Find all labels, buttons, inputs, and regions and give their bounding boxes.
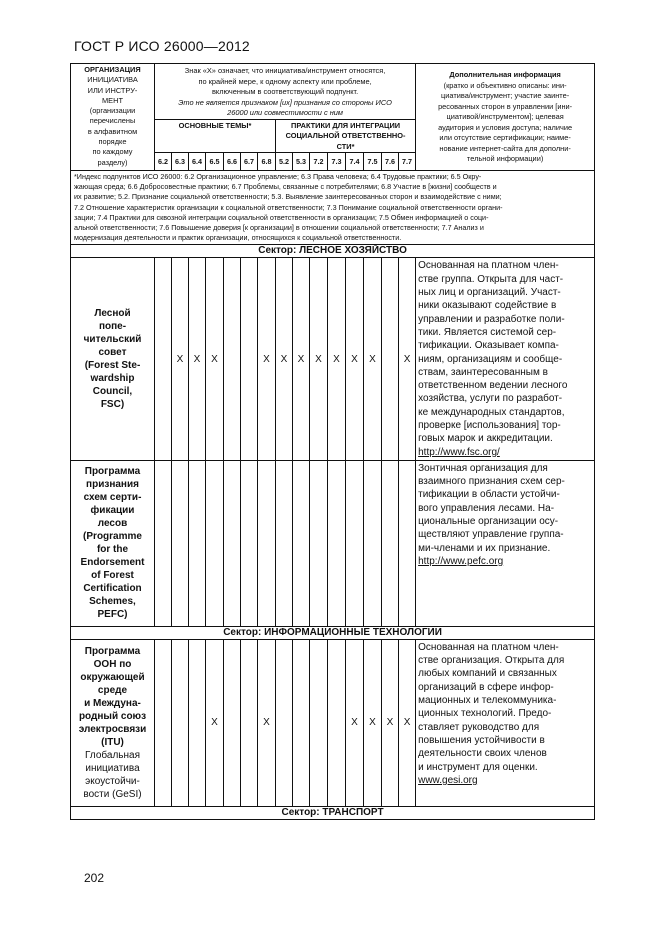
table-row xyxy=(71,258,595,460)
mark-cell xyxy=(241,639,258,806)
mark-cell: X xyxy=(276,258,293,460)
mark-cell xyxy=(241,258,258,460)
code-cell: 7.3 xyxy=(328,153,346,171)
website-link[interactable]: http://www.pefc.org xyxy=(418,555,504,567)
sector-title: Сектор: ТРАНСПОРТ xyxy=(71,806,595,819)
subclause-index-note: *Индекс подпунктов ИСО 26000: 6.2 Организационное управление; 6.3 Права человека; 6.4 Трудовые практики; 6.5 Окру- жающая среда; 6.6 Добросовестные практики; 6.7 Проблемы, связанные с потребителями; 6.8 Участие в [жизни] сообществ и их развитие; 5.2. Признание социальной ответственности; 5.3. Выявление заинтересованных сторон и взаимодействие с ними; 7.2 Отношение характеристик организации к социальной ответственности; 7.3 Понимание социальной ответственности органи- зации; 7.4 Практики для сквозной интеграции социальной ответственности в организации; 7.5 Обмен информацией о соци- альной ответственности; 7.6 Повышение доверия [к организации] в отношении социальной ответственности; 7.7 Анализ и модернизация деятельности и практик организации, относящихся к социальной ответственности. xyxy=(71,171,595,245)
mark-cell: X xyxy=(189,258,206,460)
code-cell: 6.8 xyxy=(258,153,276,171)
website-link[interactable]: http://www.fsc.org/ xyxy=(418,446,500,458)
mark-cell xyxy=(328,460,346,626)
additional-info-header: Дополнительная информация (кратко и объективно описаны: ини- циатива/инструмент; участие заинте- ресованных сторон в управлении [ини- циативой/инструментом]; целевая аудитория и условия доступа; наличие или отсутствие сертификации; наиме- нование интернет-сайта для дополни- тельной информации) xyxy=(416,64,595,171)
mark-cell: X xyxy=(206,639,224,806)
mark-cell xyxy=(189,460,206,626)
sector-row xyxy=(71,626,595,639)
marking-note: Знак «Х» означает, что инициатива/инструмент относятся, по крайней мере, к одному аспекту или проблеме, включенным в соответствующий подпункт. Это не является признаком [их] признания со стороны ИСО 26000 или совместимости с ним xyxy=(155,64,416,120)
sector-title: Сектор: ЛЕСНОЕ ХОЗЯЙСТВО xyxy=(71,245,595,258)
code-cell: 7.2 xyxy=(310,153,328,171)
mark-cell xyxy=(310,639,328,806)
mark-cell: X xyxy=(399,258,416,460)
mark-cell xyxy=(224,460,241,626)
mark-cell xyxy=(382,460,399,626)
mark-cell: X xyxy=(364,639,382,806)
organization-name: Программа признания схем серти- фикации лесов (Programme for the Endorsement of Forest Certification Schemes, PEFC) xyxy=(71,460,155,626)
mark-cell xyxy=(189,639,206,806)
organization-name: Программа ООН по окружающей среде и Междуна- родный союз электросвязи (ITU) Глобальная инициатива экоустойчи- вости (GeSI) xyxy=(71,639,155,806)
code-cell: 6.3 xyxy=(172,153,189,171)
mark-cell xyxy=(399,460,416,626)
mark-cell: X xyxy=(310,258,328,460)
mark-cell xyxy=(328,639,346,806)
code-cell: 6.5 xyxy=(206,153,224,171)
mark-cell xyxy=(224,258,241,460)
code-cell: 7.6 xyxy=(382,153,399,171)
mark-cell xyxy=(293,460,310,626)
mark-cell: X xyxy=(258,639,276,806)
code-cell: 7.5 xyxy=(364,153,382,171)
mark-cell xyxy=(276,460,293,626)
mark-cell xyxy=(241,460,258,626)
mark-cell xyxy=(155,258,172,460)
core-subjects-header: ОСНОВНЫЕ ТЕМЫ* xyxy=(155,119,276,153)
mark-cell xyxy=(293,639,310,806)
table-row xyxy=(71,460,595,626)
mark-cell xyxy=(155,460,172,626)
mark-cell xyxy=(206,460,224,626)
mark-cell: X xyxy=(328,258,346,460)
header-row xyxy=(71,64,595,120)
description-cell: Зонтичная организация для взаимного признания схем сер- тификации в области устойчи- вого управления лесами. На- циональные организации осу- ществляют управление группа- ми-членами и их признание. http://www.pefc.org xyxy=(416,460,595,626)
mark-cell xyxy=(346,460,364,626)
code-cell: 6.6 xyxy=(224,153,241,171)
index-row xyxy=(71,171,595,245)
mark-cell xyxy=(310,460,328,626)
mark-cell: X xyxy=(364,258,382,460)
initiatives-table xyxy=(70,63,595,820)
mark-cell xyxy=(364,460,382,626)
org-column-header: ОРГАНИЗАЦИЯ ИНИЦИАТИВА ИЛИ ИНСТРУ- МЕНТ (организации перечислены в алфавитном порядке по каждому разделу) xyxy=(71,64,155,171)
code-cell: 7.4 xyxy=(346,153,364,171)
mark-cell xyxy=(172,639,189,806)
description-cell: Основанная на платном член- стве организация. Открыта для любых компаний и связанных организаций в сфере инфор- мационных и телекоммуника- ционных технологий. Предо- ставляет руководство для повышения устойчивости в деятельности своих членов и инструмент для оценки. www.gesi.org xyxy=(416,639,595,806)
code-cell: 6.4 xyxy=(189,153,206,171)
mark-cell: X xyxy=(172,258,189,460)
mark-cell xyxy=(382,258,399,460)
code-cell: 5.3 xyxy=(293,153,310,171)
mark-cell: X xyxy=(293,258,310,460)
mark-cell: X xyxy=(346,639,364,806)
organization-name: Лесной попе- чительский совет (Forest Ste- wardship Council, FSC) xyxy=(71,258,155,460)
code-cell: 7.7 xyxy=(399,153,416,171)
mark-cell: X xyxy=(399,639,416,806)
website-link[interactable]: www.gesi.org xyxy=(418,774,478,786)
integration-practices-header: ПРАКТИКИ ДЛЯ ИНТЕГРАЦИИ СОЦИАЛЬНОЙ ОТВЕТСТВЕННО- СТИ* xyxy=(276,119,416,153)
mark-cell: X xyxy=(206,258,224,460)
mark-cell xyxy=(172,460,189,626)
mark-cell: X xyxy=(346,258,364,460)
code-cell: 5.2 xyxy=(276,153,293,171)
mark-cell xyxy=(224,639,241,806)
page-number: 202 xyxy=(84,871,105,885)
table-row xyxy=(71,639,595,806)
sector-row xyxy=(71,245,595,258)
description-cell: Основанная на платном член- стве группа. Открыта для част- ных лиц и организаций. Участ- ники оказывают содействие в управлении и разработке поли- тики. Является системой сер- тификации. Оказывает компа- ниям, организациям и сообще- ствам, заинтересованным в ответственном ведении лесного хозяйства, услуги по разработ- ке международных стандартов, проверке [использования] тор- говых марок и аккредитации. http://www.fsc.org/ xyxy=(416,258,595,460)
code-cell: 6.2 xyxy=(155,153,172,171)
code-cell: 6.7 xyxy=(241,153,258,171)
sector-title: Сектор: ИНФОРМАЦИОННЫЕ ТЕХНОЛОГИИ xyxy=(71,626,595,639)
mark-cell: X xyxy=(258,258,276,460)
mark-cell: X xyxy=(382,639,399,806)
sector-row xyxy=(71,806,595,819)
mark-cell xyxy=(155,639,172,806)
mark-cell xyxy=(276,639,293,806)
mark-cell xyxy=(258,460,276,626)
document-title: ГОСТ Р ИСО 26000—2012 xyxy=(74,38,250,54)
